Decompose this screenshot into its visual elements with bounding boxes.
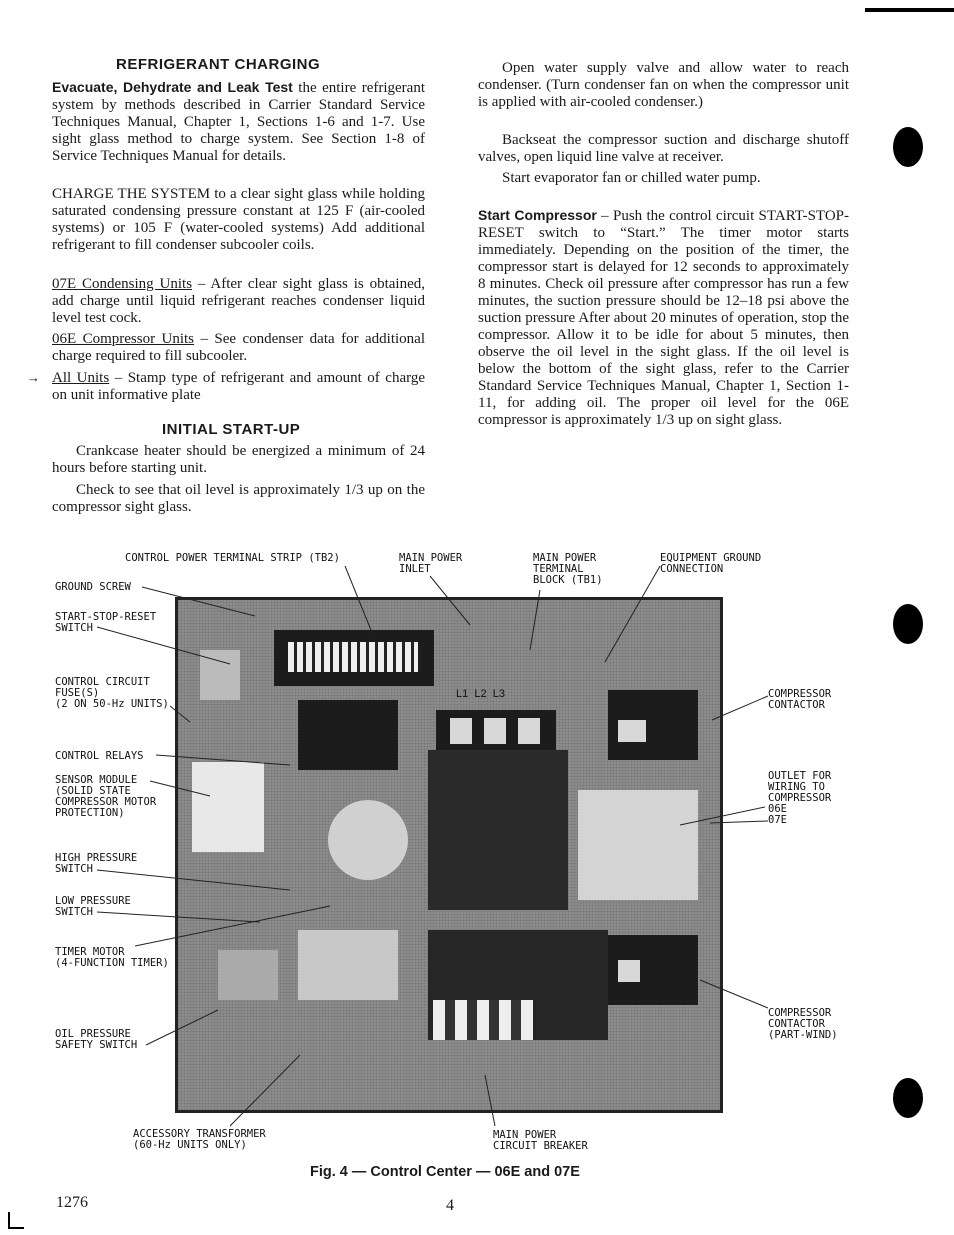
label-accessory-transformer: ACCESSORY TRANSFORMER (60-Hz UNITS ONLY)	[133, 1128, 266, 1151]
label-main-power-terminal-block: MAIN POWER TERMINAL BLOCK (TB1)	[533, 552, 603, 586]
label-oil-pressure-switch: OIL PRESSURE SAFETY SWITCH	[55, 1028, 138, 1051]
figure-caption: Fig. 4 — Control Center — 06E and 07E	[310, 1164, 580, 1180]
units06e-text: – See condenser data for additional charge required to fill subcooler.	[52, 331, 425, 364]
label-control-relays: CONTROL RELAYS	[55, 750, 144, 762]
l-terminal-labels: L1 L2 L3	[456, 688, 505, 700]
label-compressor-contactor-part-wind: COMPRESSOR CONTACTOR (PART-WIND)	[768, 1007, 838, 1041]
label-main-power-inlet: MAIN POWER INLET	[399, 552, 463, 575]
label-sensor-module: SENSOR MODULE (SOLID STATE COMPRESSOR MOTOR PROTECTION)	[55, 774, 157, 819]
paragraph-evaporator: Start evaporator fan or chilled water pump.	[502, 170, 761, 186]
heading-initial-startup: INITIAL START-UP	[162, 421, 301, 438]
paragraph-crankcase: Crankcase heater should be energized a minimum of 24 hours before starting unit.	[52, 443, 425, 476]
label-timer-motor: TIMER MOTOR (4-FUNCTION TIMER)	[55, 946, 169, 969]
start-lead: Start Compressor	[478, 207, 597, 223]
label-ground-screw: GROUND SCREW	[55, 581, 131, 593]
paragraph-water: Open water supply valve and allow water to reach condenser. (Turn condenser fan on when the compressor unit is applied with air-cooled condenser.)	[478, 60, 849, 110]
label-compressor-contactor: COMPRESSOR CONTACTOR	[768, 688, 832, 711]
corner-mark	[8, 1227, 24, 1229]
evacuate-text: the entire refrigerant system by methods described in Carrier Standard Service Techniques Manual, Chapter 1, Sections 1-6 and 1-7. Use sight glass method to charge system. See Section 1-8 of Service Techniques Manual for details.	[52, 80, 425, 164]
units07e-text: – After clear sight glass is obtained, add charge until liquid refrigerant reaches condenser liquid level test cock.	[52, 276, 425, 326]
corner-mark	[8, 1212, 10, 1228]
paragraph-oil-check: Check to see that oil level is approximately 1/3 up on the compressor sight glass.	[52, 482, 425, 515]
change-arrow-icon: →	[27, 370, 40, 385]
label-main-power-circuit-breaker: MAIN POWER CIRCUIT BREAKER	[493, 1129, 588, 1152]
label-low-pressure-switch: LOW PRESSURE SWITCH	[55, 895, 131, 918]
start-text: – Push the control circuit START-STOP-RESET switch to “Start.” The timer motor starts immediately. Depending on the position of the timer, the compressor start is delayed for 12 seconds to approximately 8 minutes. Check oil pressure after compressor has run a few minutes, the suction pressure should be 12–18 psi above the suction pressure After about 20 minutes of operation, stop the compressor. Allow it to be idle for about 5 minutes, then observe the oil level in the sight glass. If the oil level is below the bottom of the sight glass, refer to the Carrier Standard Service Techniques Manual, Chapter 1, Section 1-11, for adding oil. The proper oil level for the 06E compressor is approximately 1/3 up on sight glass.	[478, 208, 849, 428]
units07e-lead: 07E Condensing Units	[52, 276, 193, 292]
label-outlet-for-wiring: OUTLET FOR WIRING TO COMPRESSOR 06E 07E	[768, 770, 832, 826]
label-start-stop-reset-switch: START-STOP-RESET SWITCH	[55, 611, 157, 634]
paragraph-charge: CHARGE THE SYSTEM to a clear sight glass while holding saturated condensing pressure constant at 125 F (air-cooled systems) or 105 F (water-cooled systems) Add additional refrigerant to fill condenser subcooler coils.	[52, 186, 425, 253]
label-high-pressure-switch: HIGH PRESSURE SWITCH	[55, 852, 138, 875]
evacuate-lead: Evacuate, Dehydrate and Leak Test	[52, 79, 293, 95]
label-control-circuit-fuses: CONTROL CIRCUIT FUSE(S) (2 ON 50-Hz UNITS)	[55, 676, 169, 710]
allunits-text: – Stamp type of refrigerant and amount of charge on unit informative plate	[52, 370, 425, 403]
heading-refrigerant-charging: REFRIGERANT CHARGING	[116, 56, 321, 73]
label-control-power-terminal-strip: CONTROL POWER TERMINAL STRIP (TB2)	[125, 552, 340, 564]
page-number: 4	[446, 1197, 454, 1214]
label-equipment-ground: EQUIPMENT GROUND CONNECTION	[660, 552, 762, 575]
allunits-lead: All Units	[52, 370, 110, 386]
paragraph-backseat: Backseat the compressor suction and discharge shutoff valves, open liquid line valve at receiver.	[478, 132, 849, 165]
units06e-lead: 06E Compressor Units	[52, 331, 195, 347]
document-number: 1276	[56, 1194, 88, 1211]
